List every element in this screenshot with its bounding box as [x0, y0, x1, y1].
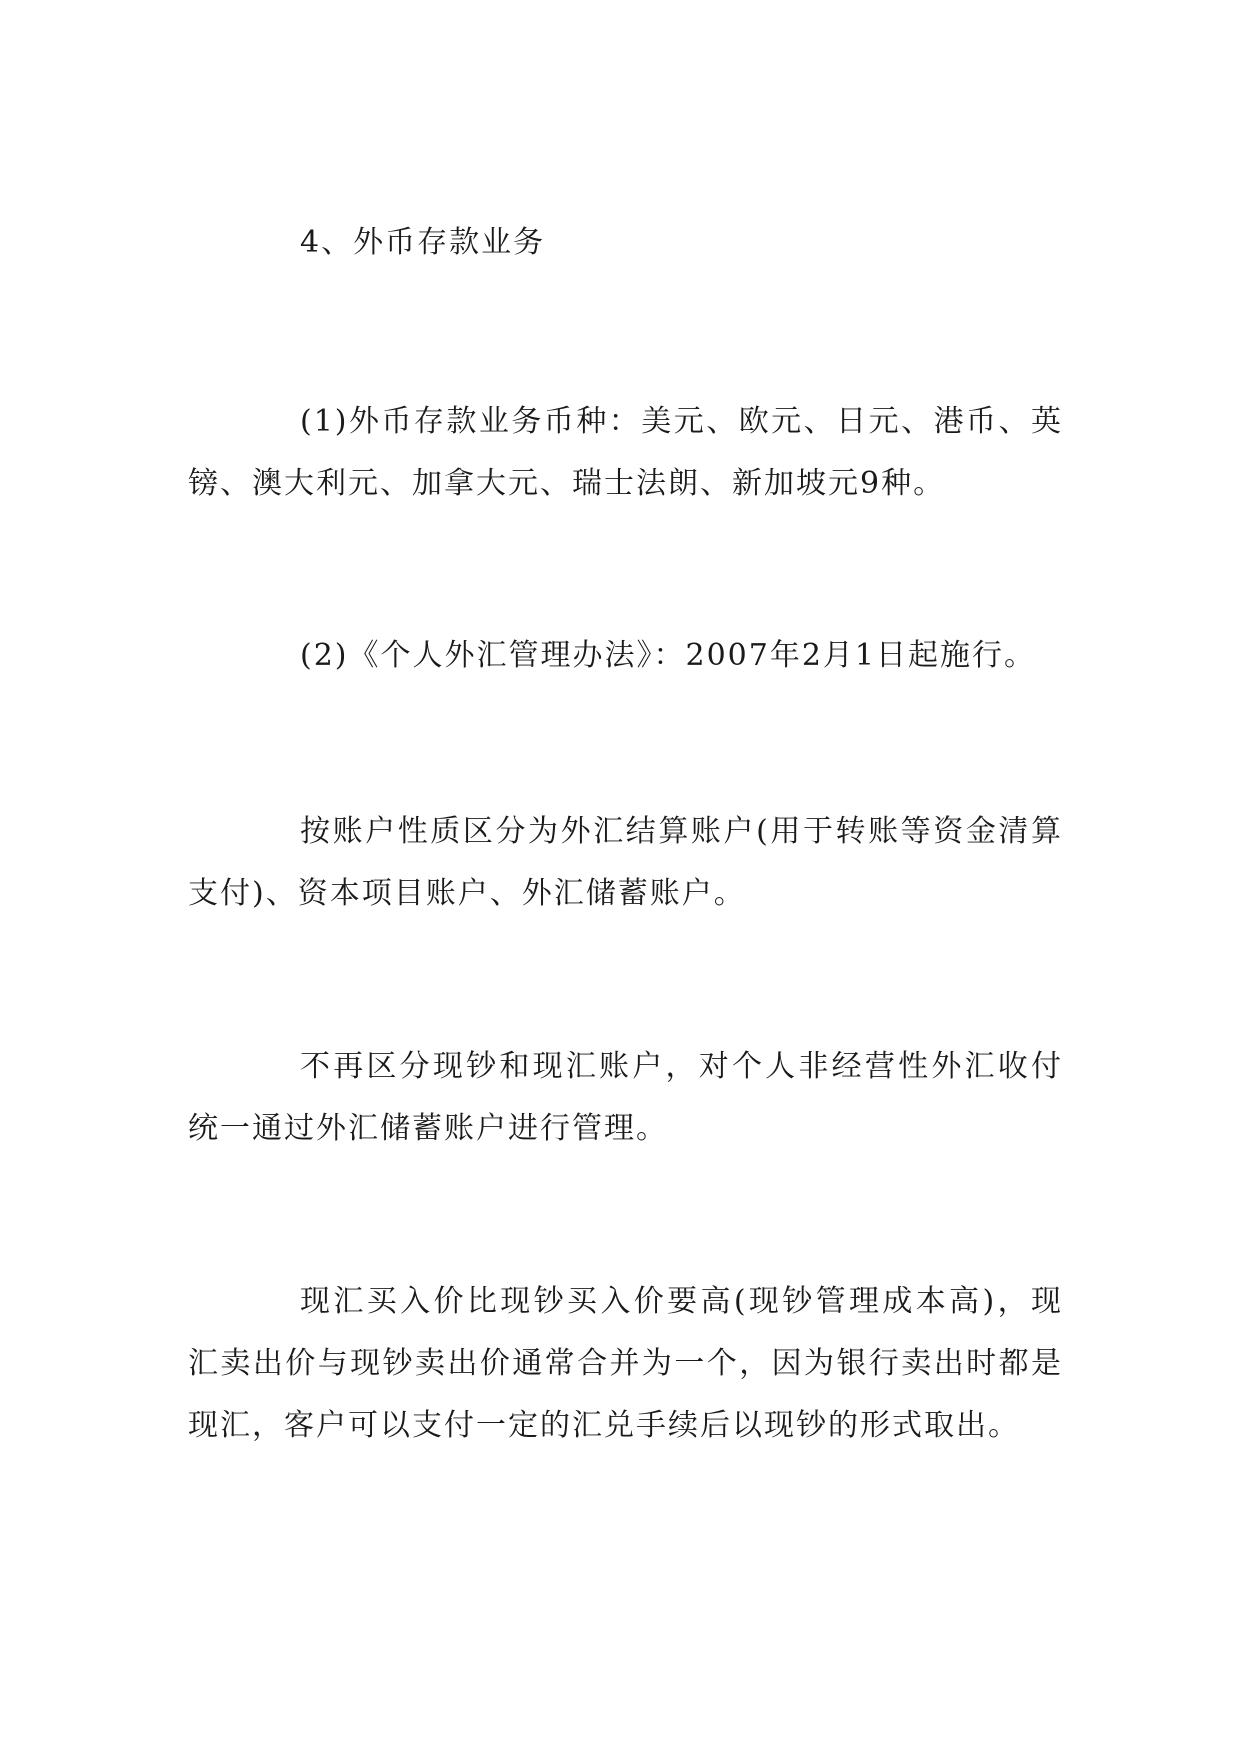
paragraph-exchange-rates: 现汇买入价比现钞买入价要高(现钞管理成本高)，现汇卖出价与现钞卖出价通常合并为一个，因为银行卖出时都是现汇，客户可以支付一定的汇兑手续后以现钞的形式取出。 — [188, 1284, 1063, 1443]
paragraph-unified-account: 不再区分现钞和现汇账户，对个人非经营性外汇收付统一通过外汇储蓄账户进行管理。 — [188, 1049, 1063, 1146]
section-heading: 4、外币存款业务 — [300, 225, 546, 260]
paragraph-currencies: (1)外币存款业务币种：美元、欧元、日元、港币、英镑、澳大利元、加拿大元、瑞士法朗、新加坡元9种。 — [188, 404, 1063, 501]
paragraph-account-types: 按账户性质区分为外汇结算账户(用于转账等资金清算支付)、资本项目账户、外汇储蓄账户。 — [188, 814, 1063, 911]
paragraph-regulation: (2)《个人外汇管理办法》：2007年2月1日起施行。 — [300, 638, 1037, 673]
